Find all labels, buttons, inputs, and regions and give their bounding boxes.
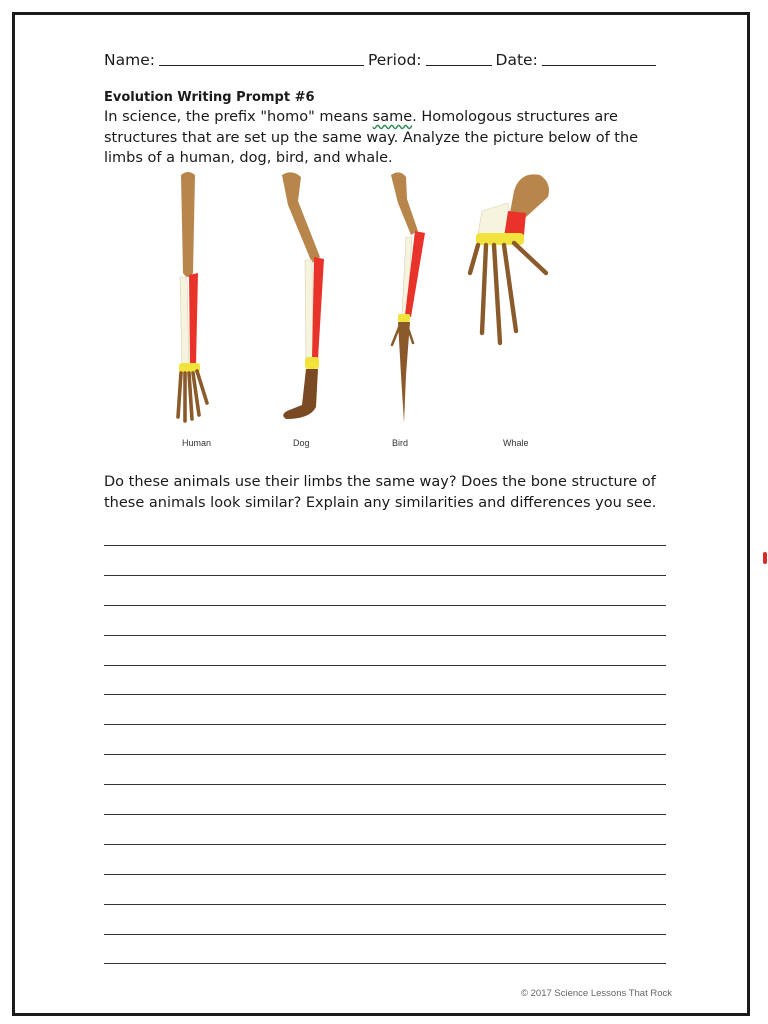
answer-line[interactable] <box>104 754 666 755</box>
dog-limb <box>282 172 324 419</box>
human-limb <box>178 172 207 421</box>
answer-line[interactable] <box>104 724 666 725</box>
answer-line[interactable] <box>104 904 666 905</box>
answer-line[interactable] <box>104 605 666 606</box>
answer-lines[interactable] <box>104 545 666 993</box>
student-info-header <box>104 47 670 69</box>
answer-line[interactable] <box>104 934 666 935</box>
answer-line[interactable] <box>104 694 666 695</box>
label-whale: Whale <box>503 438 529 448</box>
answer-line[interactable] <box>104 963 666 964</box>
answer-line[interactable] <box>104 575 666 576</box>
whale-limb <box>470 174 549 343</box>
date-field[interactable] <box>542 50 656 66</box>
question-text: Do these animals use their limbs the same way? Does the bone structure of these animals look similar? Explain any similarities and differences you see. <box>104 474 657 511</box>
edge-mark <box>763 552 767 564</box>
bird-limb <box>391 172 425 423</box>
answer-line[interactable] <box>104 814 666 815</box>
prompt-text-after: . Homologous structures are structures that are set up the same way. Analyze the picture below of the limbs of a human, dog, bird, and whale. <box>104 109 639 166</box>
prompt-emphasized-word: same <box>372 109 413 125</box>
period-field[interactable] <box>426 50 492 66</box>
prompt-paragraph <box>104 107 674 169</box>
label-human: Human <box>182 438 212 448</box>
homologous-limbs-figure <box>160 165 580 460</box>
label-dog: Dog <box>293 438 310 448</box>
answer-line[interactable] <box>104 844 666 845</box>
answer-line[interactable] <box>104 784 666 785</box>
answer-line[interactable] <box>104 874 666 875</box>
prompt-title: Evolution Writing Prompt #6 <box>104 90 315 105</box>
name-field[interactable] <box>159 50 364 66</box>
prompt-text-before: In science, the prefix "homo" means <box>104 109 373 125</box>
label-bird: Bird <box>392 438 409 448</box>
period-label: Period: <box>367 51 422 69</box>
answer-line[interactable] <box>104 635 666 636</box>
answer-line[interactable] <box>104 545 666 546</box>
name-label: Name: <box>104 51 155 69</box>
answer-line[interactable] <box>104 665 666 666</box>
date-label: Date: <box>495 51 538 69</box>
copyright-footer: © 2017 Science Lessons That Rock <box>521 988 672 999</box>
